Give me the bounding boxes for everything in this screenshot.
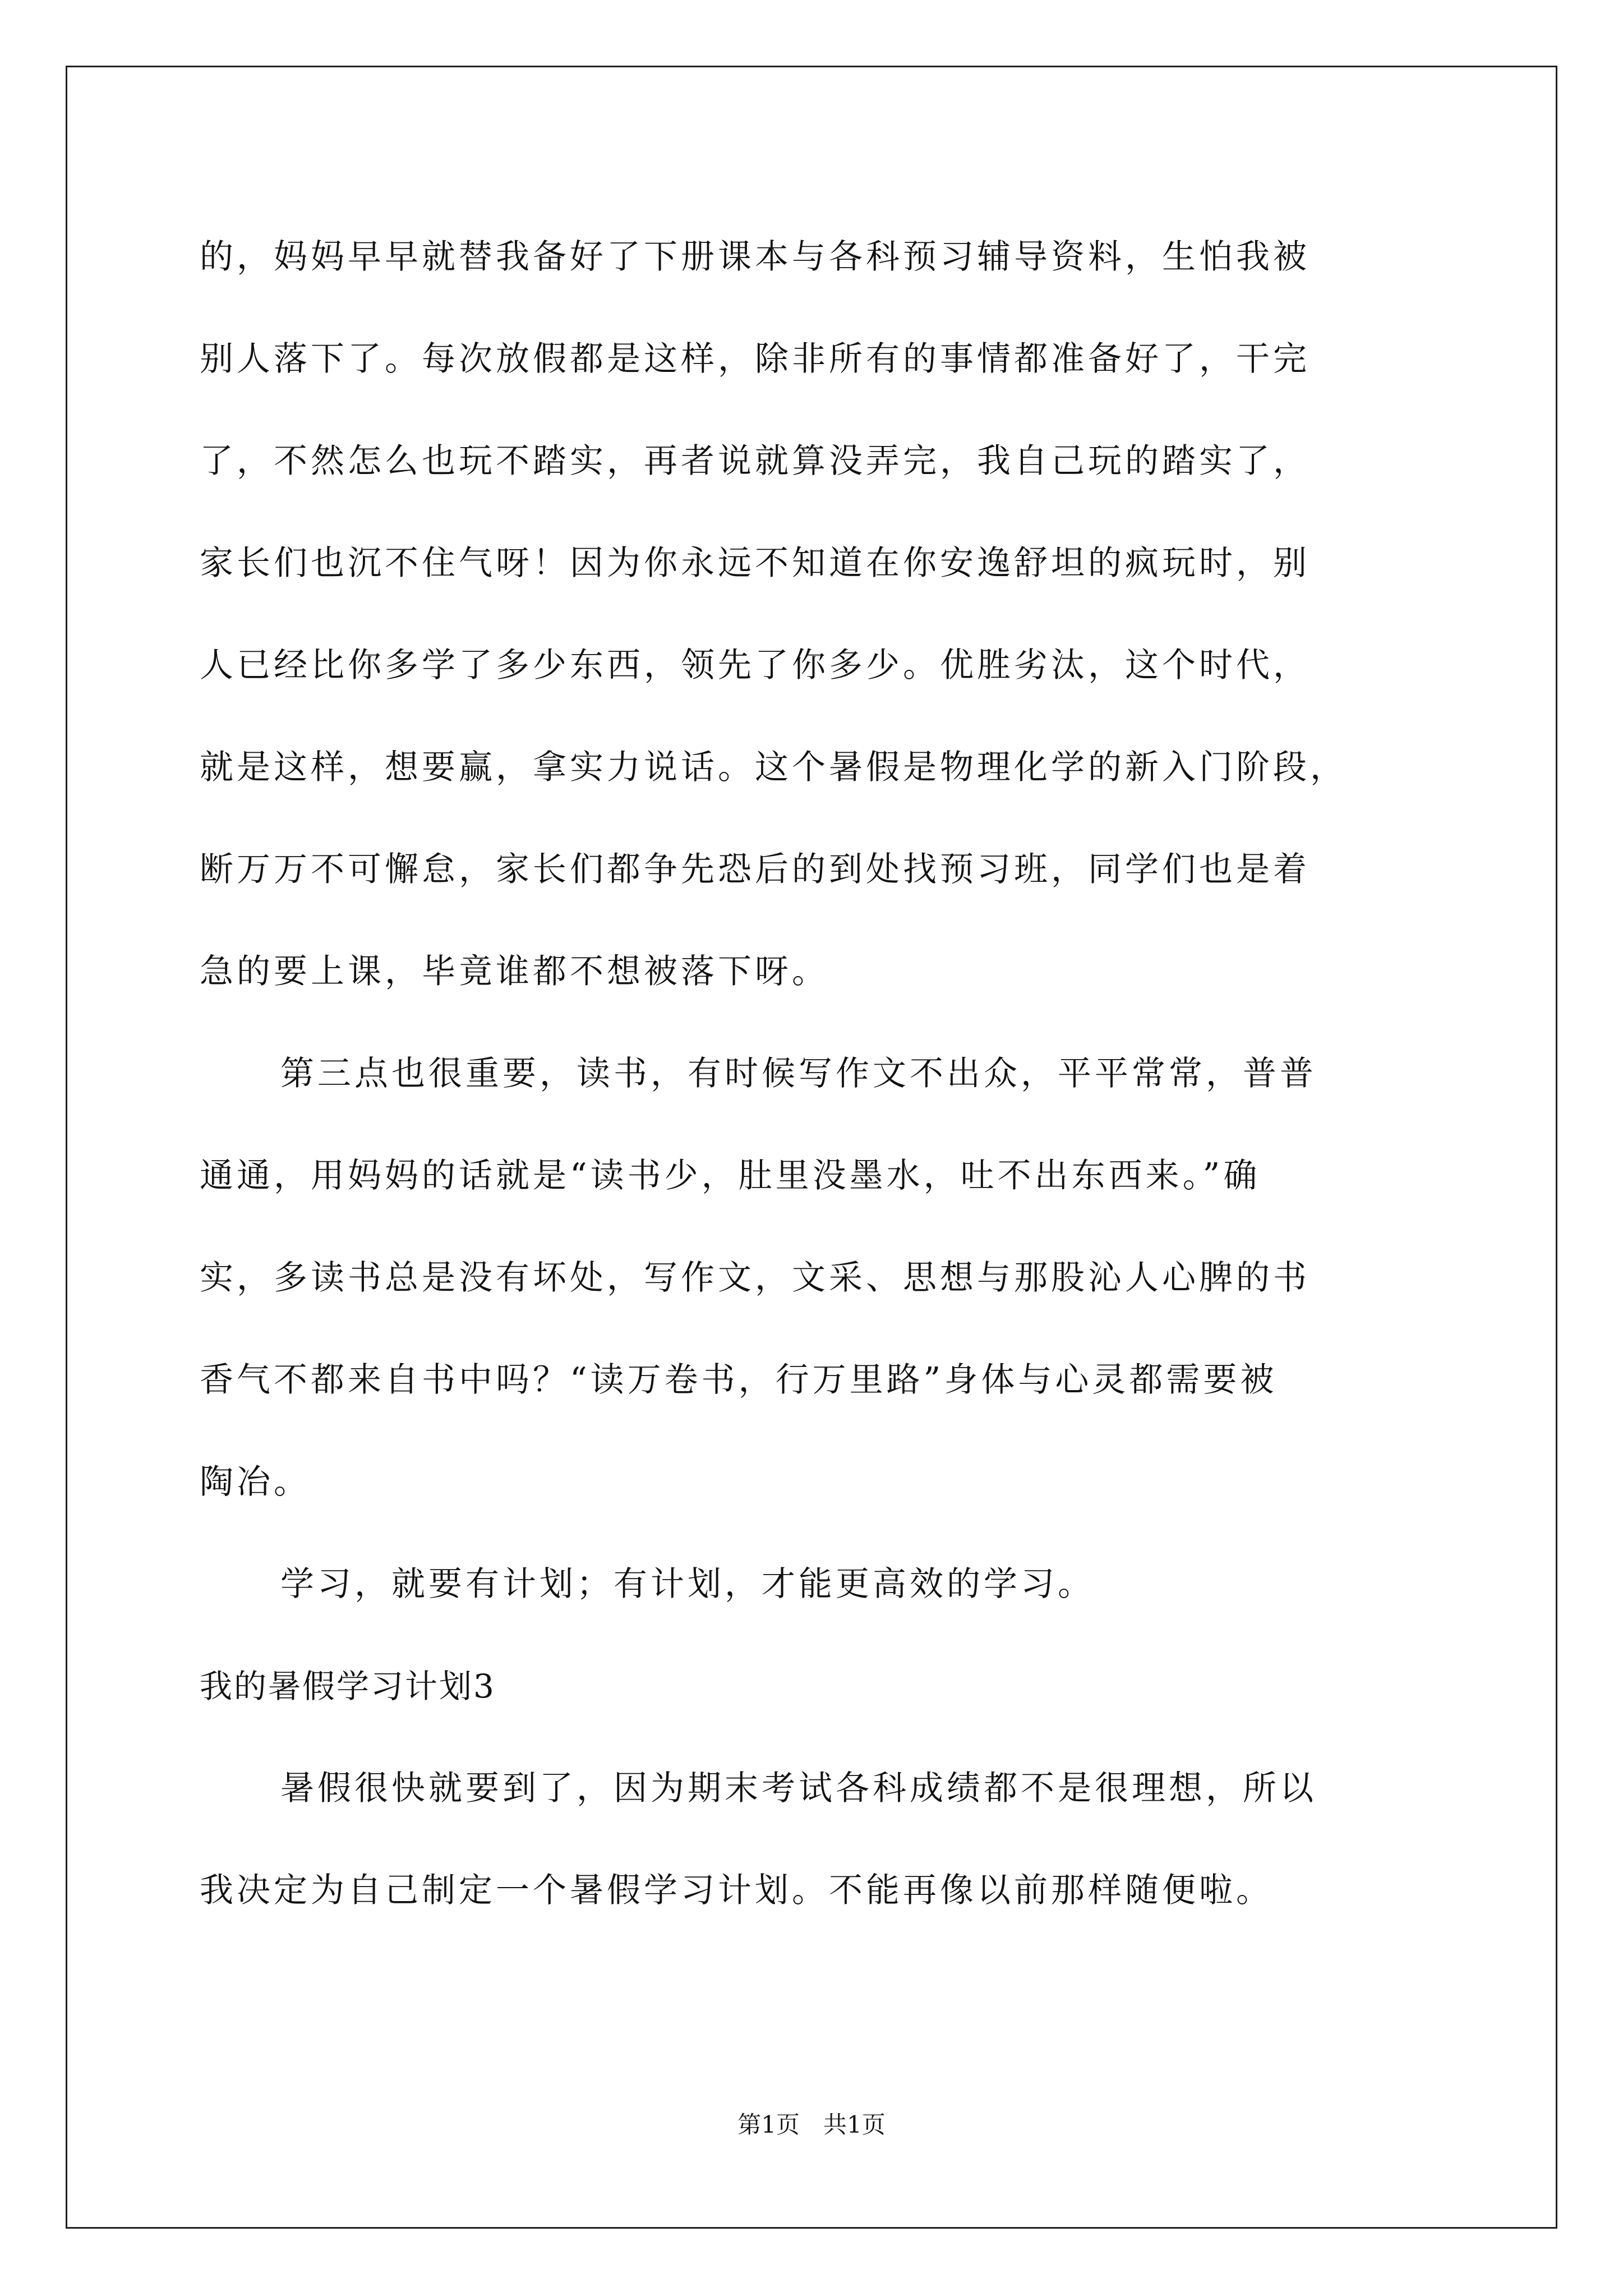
paragraph-line: 别人落下了。每次放假都是这样，除非所有的事情都准备好了，干完 — [200, 339, 1310, 379]
paragraph-line: 的，妈妈早早就替我备好了下册课本与各科预习辅导资料，生怕我被 — [200, 237, 1310, 277]
paragraph-line: 陶冶。 — [200, 1462, 311, 1502]
paragraph-line: 了，不然怎么也玩不踏实，再者说就算没弄完，我自己玩的踏实了， — [200, 441, 1310, 481]
paragraph-line: 香气不都来自书中吗？“读万卷书，行万里路”身体与心灵都需要被 — [200, 1360, 1278, 1400]
paragraph-line: 人已经比你多学了多少东西，领先了你多少。优胜劣汰，这个时代， — [200, 646, 1310, 685]
paragraph-line: 实，多读书总是没有坏处，写作文，文采、思想与那股沁人心脾的书 — [200, 1258, 1310, 1297]
paragraph-line: 学习，就要有计划；有计划，才能更高效的学习。 — [280, 1565, 1095, 1604]
paragraph-line: 暑假很快就要到了，因为期末考试各科成绩都不是很理想，所以 — [280, 1769, 1317, 1808]
paragraph-line: 我决定为自己制定一个暑假学习计划。不能再像以前那样随便啦。 — [200, 1871, 1273, 1910]
paragraph-line: 断万万不可懈怠，家长们都争先恐后的到处找预习班，同学们也是着 — [200, 850, 1310, 889]
paragraph-line: 通通，用妈妈的话就是“读书少，肚里没墨水，吐不出东西来。”确 — [200, 1156, 1261, 1195]
page-number-footer: 第1页 共1页 — [737, 2111, 886, 2138]
section-heading: 我的暑假学习计划3 — [200, 1667, 496, 1705]
paragraph-line: 家长们也沉不住气呀！因为你永远不知道在你安逸舒坦的疯玩时，别 — [200, 544, 1310, 583]
paragraph-line: 急的要上课，毕竟谁都不想被落下呀。 — [200, 952, 829, 991]
paragraph-line: 第三点也很重要，读书，有时候写作文不出众，平平常常，普普 — [280, 1054, 1317, 1093]
paragraph-line: 就是这样，想要赢，拿实力说话。这个暑假是物理化学的新入门阶段， — [200, 748, 1347, 787]
